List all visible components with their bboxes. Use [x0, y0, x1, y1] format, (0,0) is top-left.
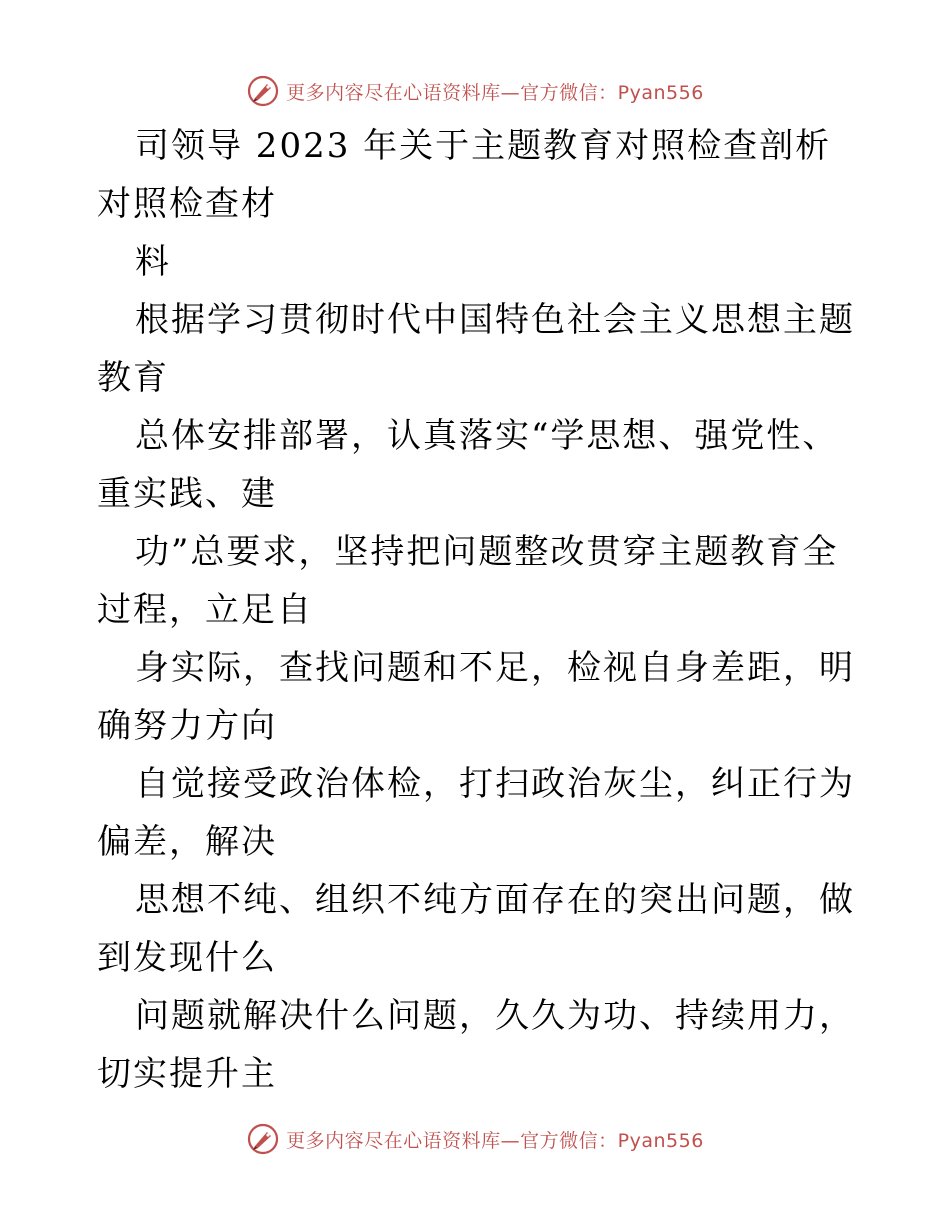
body-paragraph: 问题就解决什么问题，久久为功、持续用力，切实提升主	[97, 996, 855, 1094]
body-paragraph: 自觉接受政治体检，打扫政治灰尘，纠正行为偏差，解决	[97, 764, 855, 862]
document-title-line: 司领导 2023 年关于主题教育对照检查剖析对照检查材	[97, 126, 832, 224]
pen-nib-logo-icon	[246, 1122, 280, 1156]
footer-watermark-text: 更多内容尽在心语资料库—官方微信：Pyan556	[286, 1129, 704, 1152]
document-title-line-2: 料	[135, 242, 171, 282]
header-watermark-text: 更多内容尽在心语资料库—官方微信：Pyan556	[286, 81, 704, 104]
header-watermark-banner	[0, 71, 950, 111]
pen-nib-logo-icon	[246, 74, 280, 108]
body-paragraph: 功”总要求，坚持把问题整改贯穿主题教育全过程，立足自	[97, 532, 839, 630]
body-paragraph: 思想不纯、组织不纯方面存在的突出问题，做到发现什么	[97, 880, 855, 978]
document-body	[97, 117, 857, 1103]
body-paragraph: 根据学习贯彻时代中国特色社会主义思想主题教育	[97, 300, 855, 398]
body-paragraph: 身实际，查找问题和不足，检视自身差距，明确努力方向	[97, 648, 855, 746]
footer-watermark-banner	[0, 1119, 950, 1159]
body-paragraph: 总体安排部署，认真落实“学思想、强党性、重实践、建	[97, 416, 839, 514]
